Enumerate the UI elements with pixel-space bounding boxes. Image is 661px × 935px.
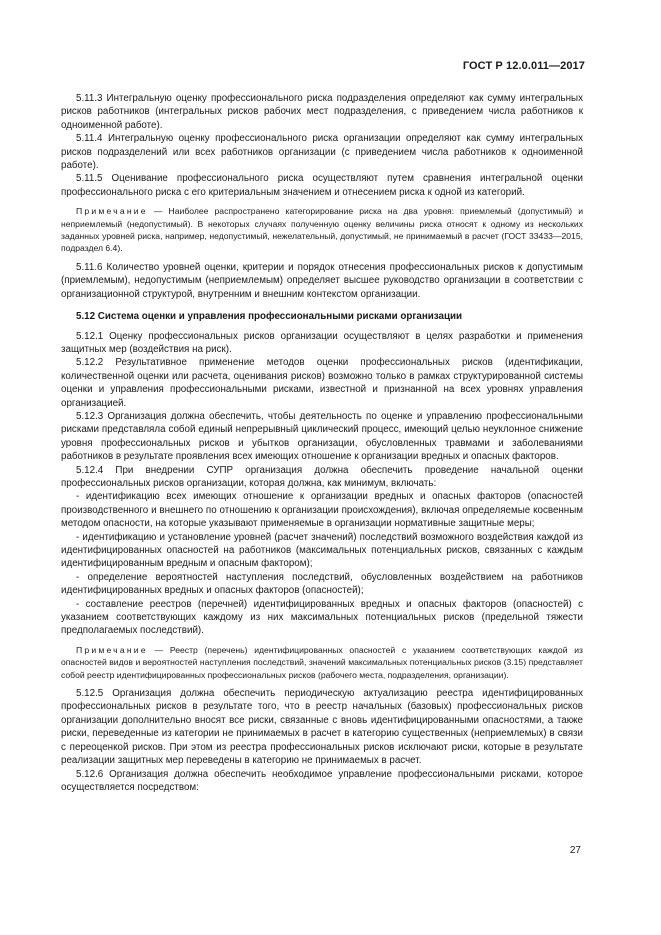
paragraph-5-11-3: 5.11.3 Интегральную оценку профессионального риска подразделения определяют как сумму интегральных рисков работников (интегральных рисков рабочих мест подразделения, с приведением числа работников к одноименной работе). [61, 93, 583, 131]
page-body [61, 92, 583, 794]
paragraph-5-11-4: 5.11.4 Интегральную оценку профессионального риска организации определяют как сумму интегральных рисков подразделений или всех работников организации (с приведением числа работников к одноименной работе). [61, 133, 583, 172]
paragraph-5-12-5: 5.12.5 Организация должна обеспечить периодическую актуализацию реестра идентифицированных профессиональных рисков в результате того, что в реестр начальных (базовых) профессиональных рисков организации дополнительно вносят все риски, связанные с вновь идентифицированными опасностями, а также риски, переведенные из категории не принимаемых в расчет в категорию существенных (неприемлемых) в связи с переоценкой рисков. При этом из реестра профессиональных рисков исключают риски, которые в результате реализации защитных мер переведены в категорию не принимаемых в расчет. [61, 688, 583, 767]
document-code-header: ГОСТ Р 12.0.011—2017 [462, 60, 585, 72]
note-label: Примечание [76, 206, 148, 217]
list-item-registers: - составление реестров (перечней) идентифицированных вредных и опасных факторов (опасностей) с указанием соответствующих каждому из них максимальных потенциальных рисков (предельной тяжести предполагаемых последствий). [61, 598, 583, 637]
note-risk-categories [61, 205, 583, 255]
paragraph-5-11-5: 5.11.5 Оценивание профессионального риска осуществляют путем сравнения интегральной оценки профессионального риска с его критериальным значением и отнесением риска к одной из категорий. [61, 173, 583, 198]
list-item-identification: - идентификацию всех имеющих отношение к организации вредных и опасных факторов (опасностей производственного и внешнего по отношению к организации происхождения), включая определяемые косвенным методом опасности, на которые указывают применяемые в организации нормативные защитные меры; [61, 491, 583, 530]
paragraph-5-12-4: 5.12.4 При внедрении СУПР организация должна обеспечить проведение начальной оценки профессиональных рисков организации, которая должна, как минимум, включать: [61, 464, 583, 489]
list-item-probabilities: - определение вероятностей наступления последствий, обусловленных воздействием на работников идентифицированных вредных и опасных факторов (опасностей); [61, 571, 583, 597]
paragraph-5-12-6: 5.12.6 Организация должна обеспечить необходимое управление профессиональными рисками, которое осуществляется посредством: [61, 768, 583, 793]
paragraph-5-12-3: 5.12.3 Организация должна обеспечить, чтобы деятельность по оценке и управлению профессиональными рисками представляла собой единый непрерывный циклический процесс, имеющий целью неуклонное снижение уровня профессиональных рисков и убытков организации, обусловленных травмами и заболеваниями работников в результате проявления всех имеющих отношение к организации вредных и опасных факторов. [61, 410, 583, 463]
note-text: — Реестр (перечень) идентифицированных опасностей с указанием соответствующих каждой из опасностей видов и вероятностей наступления последствий, значений максимальных потенциальных рисков (3.15) представляет собой реестр идентифицированных профессиональных рисков (рабочего места, подразделения, организации). [61, 644, 583, 680]
note-text: — Наиболее распространено категорирование риска на два уровня: приемлемый (допустимый) и неприемлемый (недопустимый). В некоторых случаях полученную оценку величины риска относят к одному из нескольких заданных уровней риска, например, недопустимый, нежелательный, допустимый, не принимаемый в расчет (ГОСТ 33433—2015, подраздел 6.4). [61, 206, 583, 254]
paragraph-5-11-6: 5.11.6 Количество уровней оценки, критерии и порядок отнесения профессиональных рисков к допустимым (приемлемым), недопустимым (неприемлемым) определяет высшее руководство организации в соответствии с организационной структурой, внутренним и внешним контекстом организации. [61, 261, 583, 300]
paragraph-5-12-1: 5.12.1 Оценку профессиональных рисков организации осуществляют в целях разработки и применения защитных мер (воздействия на риск). [61, 330, 583, 355]
paragraph-5-12-2: 5.12.2 Результативное применение методов оценки профессиональных рисков (идентификации, количественной оценки или расчета, оценивания рисков) возможно только в рамках структурированной системы оценки и управления профессиональными рисками, известной и признанной на всех уровнях управления организацией. [61, 357, 583, 409]
note-label: Примечание [76, 644, 148, 655]
section-heading-5-12: 5.12 Система оценки и управления профессиональными рисками организации [76, 311, 463, 323]
page-number: 27 [569, 845, 581, 856]
list-item-consequence-levels: - идентификацию и установление уровней (расчет значений) последствий возможного воздействия каждой из идентифицированных опасностей на работников (максимальных потенциальных рисков, связанных с каждым идентифицированным вредным и опасным фактором); [61, 531, 583, 570]
note-risk-register [61, 644, 583, 681]
